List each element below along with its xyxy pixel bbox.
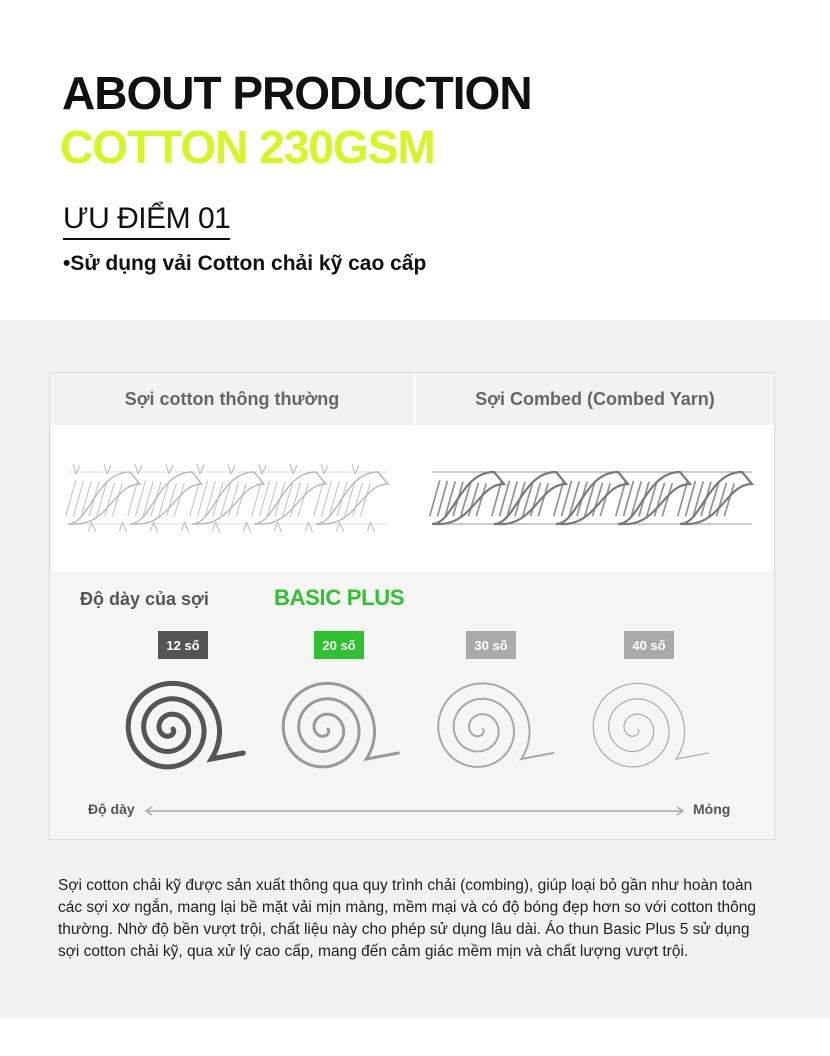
double-arrow-icon [142,805,687,817]
badge-12: 12 số [158,631,208,659]
regular-cotton-heading: Sợi cotton thông thường [50,373,414,425]
yarn-comparison-panel [49,372,775,840]
page-title: ABOUT PRODUCTION [62,67,532,119]
axis-thick-label: Độ dày [88,801,135,817]
spiral-icon-30 [430,673,560,793]
axis-thin-label: Mỏng [693,801,731,817]
combed-yarn-heading: Sợi Combed (Combed Yarn) [416,373,774,425]
badge-20: 20 số [314,631,364,659]
regular-yarn-image [52,425,414,571]
badge-40: 40 số [624,631,674,659]
top-section [0,0,830,320]
thickness-label: Độ dày của sợi [80,589,209,609]
basic-plus-label: BASIC PLUS [274,585,405,610]
badge-30: 30 số [466,631,516,659]
advantage-point: •Sử dụng vải Cotton chải kỹ cao cấp [63,252,427,275]
description-paragraph: Sợi cotton chải kỹ được sản xuất thông qua quy trình chải (combing), giúp loại bỏ gần như hoàn toàn các sợi xơ ngắn, mang lại bề mặt vải mịn màng, mềm mại và có độ bóng đẹp hơn so với cotton thông thường. Nhờ độ bền vượt trội, chất liệu này cho phép sử dụng lâu dài. Áo thun Basic Plus 5 sử dụng sợi cotton chải kỹ, qua xử lý cao cấp, mang đến cảm giác mềm mịn và chất lượng vượt trội. [58,877,757,960]
regular-yarn-illustration [52,425,414,571]
spiral-icon-12 [120,673,250,793]
combed-yarn-image [416,425,774,571]
combed-yarn-illustration [416,425,774,571]
advantage-heading: ƯU ĐIỂM 01 [63,202,230,240]
spiral-icon-20 [275,673,405,793]
spiral-icon-40 [585,673,715,793]
page-subtitle: COTTON 230GSM [60,121,435,173]
